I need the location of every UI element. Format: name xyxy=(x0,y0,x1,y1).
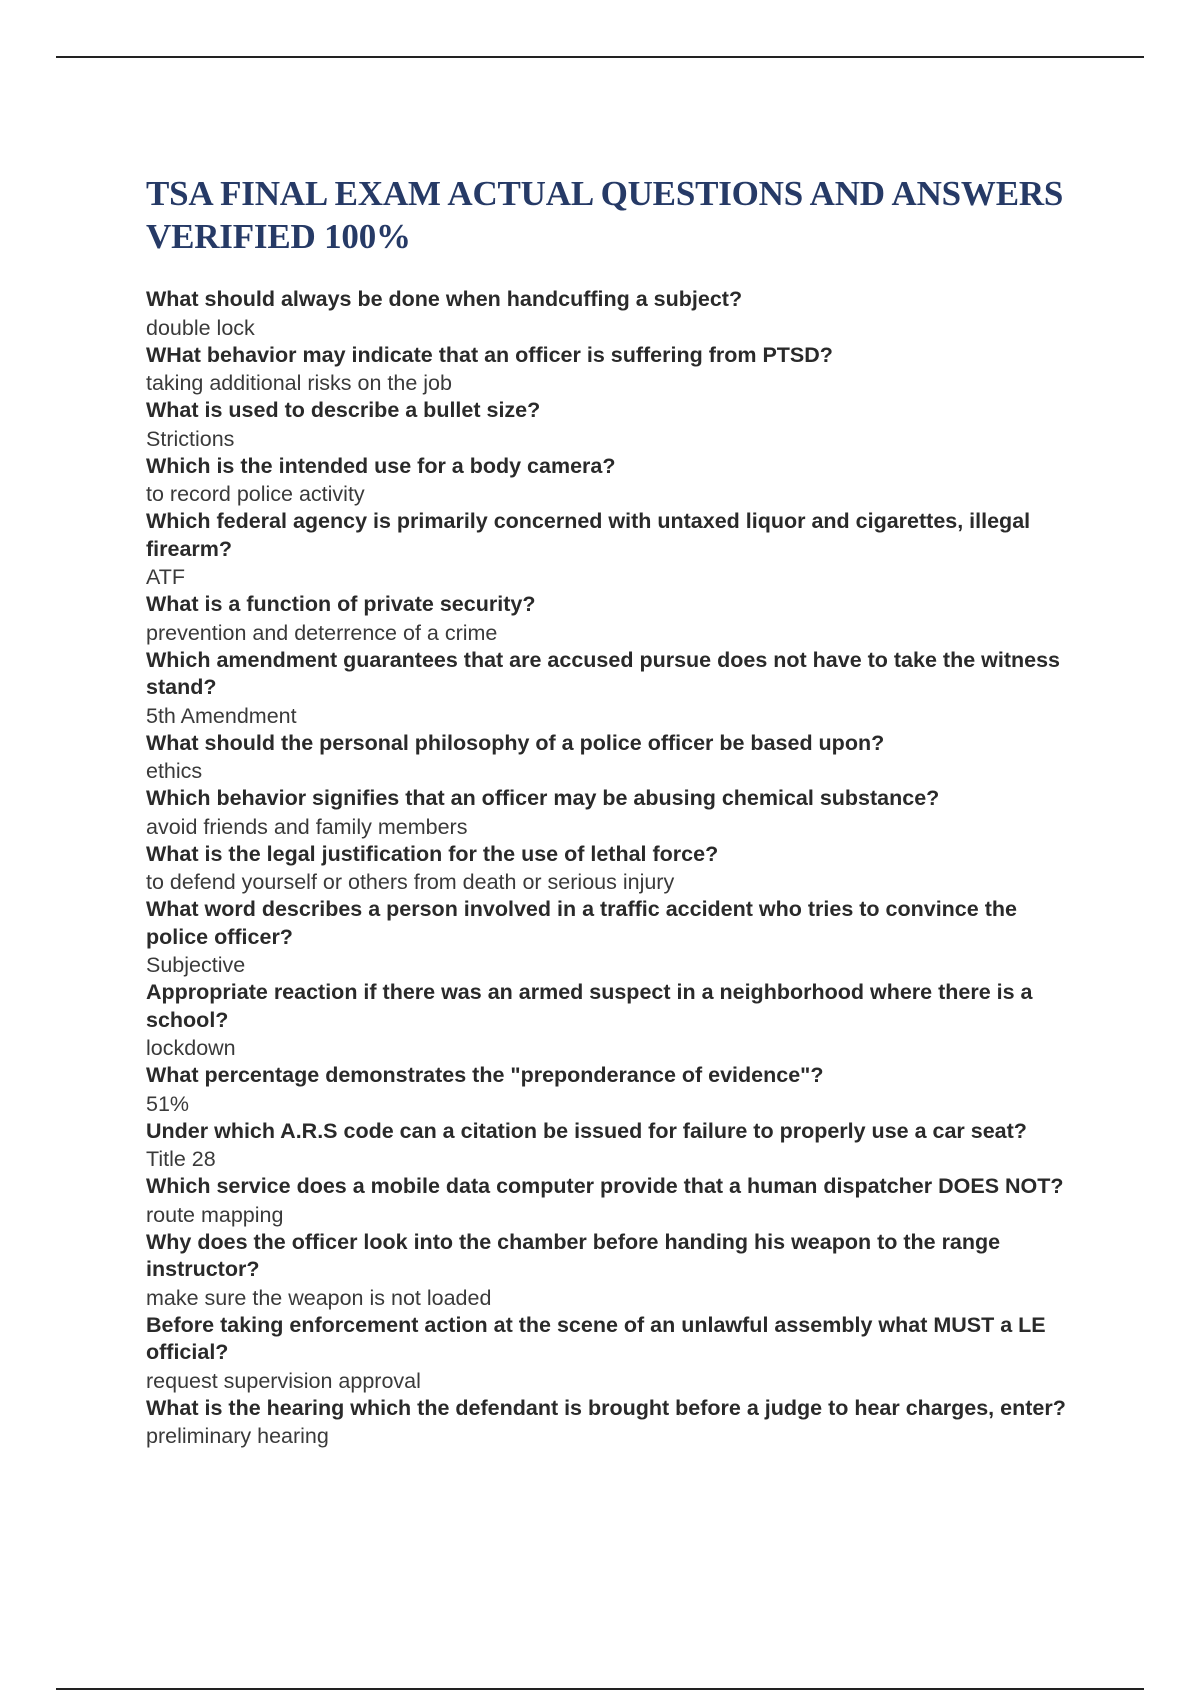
question-text: What word describes a person involved in a traffic accident who tries to convince the police officer? xyxy=(146,897,1017,949)
qa-item xyxy=(146,1062,1066,1118)
question-text: Which service does a mobile data computer provide that a human dispatcher DOES NOT? xyxy=(146,1174,1064,1198)
qa-item xyxy=(146,508,1066,591)
question-text: What should the personal philosophy of a police officer be based upon? xyxy=(146,730,885,755)
qa-item xyxy=(146,896,1066,979)
answer-text: Title 28 xyxy=(146,1147,216,1171)
answer-text: double lock xyxy=(146,315,255,340)
question-text: WHat behavior may indicate that an officer is suffering from PTSD? xyxy=(146,342,833,367)
qa-item xyxy=(146,1173,1066,1229)
qa-item xyxy=(146,785,1066,841)
question-text: Which behavior signifies that an officer may be abusing chemical substance? xyxy=(146,786,940,810)
question-text: What is the hearing which the defendant is brought before a judge to hear charges, enter? xyxy=(146,1395,1066,1420)
question-text: Appropriate reaction if there was an armed suspect in a neighborhood where there is a school? xyxy=(146,980,1033,1032)
answer-text: avoid friends and family members xyxy=(146,814,468,839)
question-text: Why does the officer look into the chamber before handing his weapon to the range instructor? xyxy=(146,1229,1001,1281)
document-title: TSA FINAL EXAM ACTUAL QUESTIONS AND ANSWERS VERIFIED 100% xyxy=(146,174,1064,256)
question-text: What percentage demonstrates the "preponderance of evidence"? xyxy=(146,1063,824,1087)
question-text: What is the legal justification for the use of lethal force? xyxy=(146,841,719,866)
answer-text: 51% xyxy=(146,1091,190,1116)
answer-text: lockdown xyxy=(146,1036,236,1060)
answer-text: to defend yourself or others from death or serious injury xyxy=(146,870,675,894)
answer-text: route mapping xyxy=(146,1202,284,1227)
answer-text: preliminary hearing xyxy=(146,1424,329,1448)
question-text: What is a function of private security? xyxy=(146,592,536,616)
answer-text: prevention and deterrence of a crime xyxy=(146,620,498,645)
document-content xyxy=(146,172,1066,1450)
answer-text: taking additional risks on the job xyxy=(146,371,452,395)
top-divider xyxy=(56,56,1144,58)
question-text: Which federal agency is primarily concerned with untaxed liquor and cigarettes, illegal firearm? xyxy=(146,509,1031,561)
qa-list xyxy=(146,286,1066,1450)
qa-item xyxy=(146,1312,1066,1395)
question-text: Under which A.R.S code can a citation be issued for failure to properly use a car seat? xyxy=(146,1118,1027,1143)
answer-text: Strictions xyxy=(146,426,235,451)
answer-text: to record police activity xyxy=(146,482,365,506)
answer-text: Subjective xyxy=(146,953,246,977)
qa-item xyxy=(146,647,1066,730)
answer-text: 5th Amendment xyxy=(146,703,297,728)
qa-item xyxy=(146,286,1066,342)
qa-item xyxy=(146,397,1066,453)
question-text: What is used to describe a bullet size? xyxy=(146,398,541,422)
question-text: Which amendment guarantees that are accused pursue does not have to take the witness stand? xyxy=(146,647,1060,699)
qa-item xyxy=(146,1395,1066,1451)
bottom-divider xyxy=(56,1688,1144,1690)
qa-item xyxy=(146,841,1066,897)
qa-item xyxy=(146,979,1066,1062)
qa-item xyxy=(146,591,1066,647)
answer-text: request supervision approval xyxy=(146,1368,421,1393)
qa-item xyxy=(146,453,1066,509)
answer-text: make sure the weapon is not loaded xyxy=(146,1285,492,1310)
answer-text: ATF xyxy=(146,565,186,589)
question-text: Before taking enforcement action at the scene of an unlawful assembly what MUST a LE official? xyxy=(146,1312,1046,1364)
question-text: Which is the intended use for a body camera? xyxy=(146,453,616,478)
qa-item xyxy=(146,1229,1066,1312)
answer-text: ethics xyxy=(146,759,203,783)
qa-item xyxy=(146,1118,1066,1174)
qa-item xyxy=(146,730,1066,786)
question-text: What should always be done when handcuffing a subject? xyxy=(146,287,743,311)
qa-item xyxy=(146,342,1066,398)
